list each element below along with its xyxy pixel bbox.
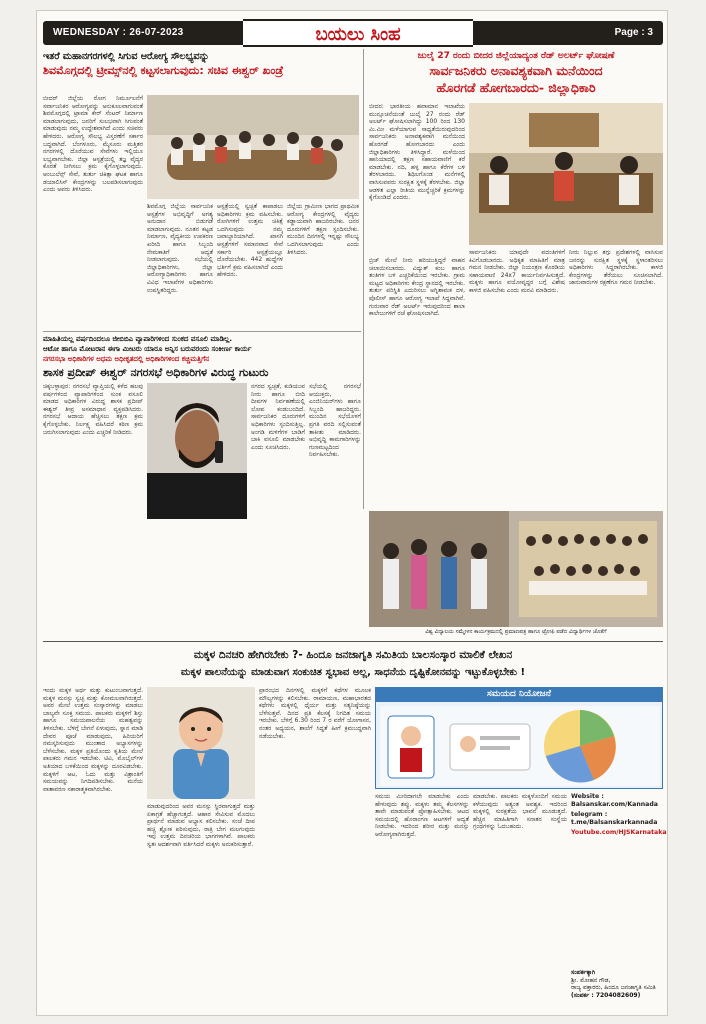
story1-column-2: ಶಿವಮೊಗ್ಗ ಜಿಲ್ಲೆಯ ಸಾರ್ವಜನಿಕ ಆಸ್ಪತ್ರೆಗಳ ಅಭಿವೃದ್ಧಿಗೆ ಅಗತ್ಯ ಅನುದಾನ ಬಿಡುಗಡೆ ಮಾಡಲಾಗುವುದು. ನೂತನ ಕಟ್ಟಡ ನಿರ್ಮಾಣ, ವೈದ್ಯಕೀಯ ಉಪಕರಣ ಖರೀದಿ ಹಾಗೂ ಸಿಬ್ಬಂದಿ ನೇಮಕಾತಿಗೆ ಆದ್ಯತೆ ನೀಡಲಾಗುವುದು. ಸಭೆಯಲ್ಲಿ ಜಿಲ್ಲಾಧಿಕಾರಿಗಳು, ಜಿಲ್ಲಾ ಆರೋಗ್ಯಾಧಿಕಾರಿಗಳು ಹಾಗೂ ವಿವಿಧ ಇಲಾಖೆಗಳ ಅಧಿಕಾರಿಗಳು ಉಪಸ್ಥಿತರಿದ್ದರು. [147, 203, 213, 294]
story1-column-1: ಬೀದರ್ ಜಿಲ್ಲೆಯ ರೋಗ ನಿರ್ಮೂಲನೆಗೆ ಸರ್ವಾಜನಿಕರ ಆರೋಗ್ಯವನ್ನು ಅನುಕೂಲವಾಗುವಂತೆ ಶಿವಮೊಗ್ಗದಲ್ಲಿ ಟ್ರಾಮಾ ಕೇರ್ ಸೆಂಟರ್ ನಿರ್ಮಾಣ ಮಾಡಲಾಗುವುದು, ಜನರಿಗೆ ಸುಲಭವಾಗಿ ಸಿಗುವಂತೆ ಮಾಡುವುದು ನಮ್ಮ ಉದ್ದೇಶವಾಗಿದೆ ಎಂದು ಸಚಿವರು ಹೇಳಿದರು. ಆರೋಗ್ಯ ಸೌಲಭ್ಯ ವಿಸ್ತರಣೆಗೆ ಸರ್ಕಾರ ಬದ್ಧವಾಗಿದೆ. ಬೆಂಗಳೂರು, ಮೈಸೂರು ಮತ್ತಿತರ ನಗರಗಳಲ್ಲಿ ದೊರೆಯುವ ಸೇವೆಗಳು ಇಲ್ಲಿಯೂ ಲಭ್ಯವಾಗಬೇಕು. ಜಿಲ್ಲಾ ಆಸ್ಪತ್ರೆಯಲ್ಲಿ ತಜ್ಞ ವೈದ್ಯರ ಕೊರತೆ ನೀಗಿಸಲು ಕ್ರಮ ಕೈಗೊಳ್ಳಲಾಗುವುದು. ಆಂಬುಲೆನ್ಸ್ ಸೇವೆ, ತುರ್ತು ಚಿಕಿತ್ಸಾ ಘಟಕ ಹಾಗೂ ಡಯಾಲಿಸಿಸ್ ಕೇಂದ್ರಗಳನ್ನು ಬಲಪಡಿಸಲಾಗುವುದು ಎಂದು ಅವರು ತಿಳಿಸಿದರು. [43, 95, 143, 194]
story3-kicker-line2: ಆಟೋ ಹಾಗೂ ಮೋಟರಾನ ಈಗಾ ಮೀಟರು ಯಾರೂ ಅನ್ನಿಸ ಬರುವರಂದು ಸಂಕೀರ್ಣ ಕಾರ್ಯ [43, 345, 252, 353]
story3-kicker-line1: ಮಾಹಿತಿಯಲ್ಲ ವರ್ಷದಿಂದಲೂ ಜೀಬಿಬಿಎ ವ್ಯಾಪಾರಿಗಳಿಂದ ಸುಂಕದ ವಸೂಲಿ ಮಾಡಿಲ್ಲ. [43, 335, 233, 343]
story2-kicker: ಜುಲೈ 27 ರಂದು ಬೀದರ ಜಿಲ್ಲೆಯಾದ್ಯಂತ ರೆಡ್ ಅಲರ್ಟ್ ಘೋಷಣೆ [417, 51, 615, 61]
page-number: Page : 3 [614, 27, 653, 38]
feature-website: Website : Balsanskar.com/Kannada [571, 793, 658, 808]
story1-column-3: ಆಸ್ಪತ್ರೆಯಲ್ಲಿ ಸ್ವಚ್ಛತೆ ಕಾಪಾಡಲು ಅಧಿಕಾರಿಗಳು ಕ್ರಮ ವಹಿಸಬೇಕು. ರೋಗಿಗಳಿಗೆ ಉತ್ತಮ ಚಿಕಿತ್ಸೆ ಒದಗಿಸುವುದು ನಮ್ಮ ಜವಾಬ್ದಾರಿಯಾಗಿದೆ. ಖಾಸಗಿ ಆಸ್ಪತ್ರೆಗಳಿಗೆ ಸಮಾನವಾದ ಸೇವೆ ಸರ್ಕಾರಿ ಆಸ್ಪತ್ರೆಯಲ್ಲೂ ದೊರೆಯಬೇಕು. 442 ಹುದ್ದೆಗಳ ಭರ್ತಿಗೆ ಕ್ರಮ ವಹಿಸಲಾಗಿದೆ ಎಂದು ಹೇಳಿದರು. [217, 203, 283, 279]
story1-kicker: ಇತರೆ ಮಹಾನಗರಗಳಲ್ಲಿ ಸಿಗುವ ಆರೋಗ್ಯ ಸೌಲಭ್ಯವನ್ನು [43, 51, 210, 62]
issue-date: WEDNESDAY : 26-07-2023 [53, 27, 184, 38]
story1-headline: ಶಿವಮೊಗ್ಗದಲ್ಲಿ ಟ್ರೀಮ್ಸ್‌ನಲ್ಲಿ ಕಟ್ಟಸಲಾಗುವುದು: ಸಚಿವ ಈಶ್ವರ್ ಖಂಡ್ರೆ [43, 64, 284, 77]
story2-column-1: ಬೀದರ: ಭಾರತೀಯ ಹವಾಮಾನ ಇಲಾಖೆಯ ಮುನ್ಸೂಚನೆಯಂತೆ ಜುಲೈ 27 ರಂದು ರೆಡ್ ಅಲರ್ಟ್ ಘೋಷಿಸಲಾಗಿದ್ದು 100 ರಿಂದ 130 ಮಿ.ಮೀ ಮಳೆಯಾಗುವ ಸಾಧ್ಯತೆಯಿರುವುದರಿಂದ ಸಾರ್ವಜನಿಕರು ಅನಾವಶ್ಯಕವಾಗಿ ಮನೆಯಿಂದ ಹೊರಗಡೆ ಹೋಗಬಾರದು ಎಂದು ಜಿಲ್ಲಾಧಿಕಾರಿಗಳು ತಿಳಿಸಿದ್ದಾರೆ. ಮಳೆಯಿಂದ ಹಾನಿಯಾದಲ್ಲಿ ತಕ್ಷಣ ಸಹಾಯವಾಣಿಗೆ ಕರೆ ಮಾಡಬೇಕು. ನದಿ, ಹಳ್ಳ ಹಾಗೂ ಕೆರೆಗಳ ಬಳಿ ತೆರಳಬಾರದು. ಶಿಥಿಲಗೊಂಡ ಮನೆಗಳಲ್ಲಿ ವಾಸಿಸುವವರು ಸುರಕ್ಷಿತ ಸ್ಥಳಕ್ಕೆ ತೆರಳಬೇಕು. ಜಿಲ್ಲಾ ಆಡಳಿತ ಎಲ್ಲಾ ರೀತಿಯ ಮುನ್ನೆಚ್ಚರಿಕೆ ಕ್ರಮಗಳನ್ನು ಕೈಗೊಂಡಿದೆ ಎಂದರು. [369, 103, 465, 202]
feature-box-illustration [380, 706, 660, 786]
feature-youtube: Youtube.com/HJSKarnataka [571, 829, 667, 836]
feature-box-title: ಸಮಯದ ನಿಯೋಜನೆ [487, 689, 551, 699]
feature-headline-line1: ಮಕ್ಕಳ ದಿನಚರಿ ಹೇಗಿರಬೇಕು ?- ಹಿಂದೂ ಜನಜಾಗೃತಿ ಸಮಿತಿಯ ಬಾಲಸಂಸ್ಕಾರ ಮಾಲಿಕೆ ಲೇಖನ [193, 649, 513, 661]
feature-column-5: ಮಾಡಬೇಕು. ಪಾಲಕರು ಮಕ್ಕಳೊಂದಿಗೆ ಸಮಯ ಕಳೆಯುವುದು ಅತ್ಯಂತ ಅವಶ್ಯಕ. ಇದರಿಂದ ಮಕ್ಕಳಲ್ಲಿ ಸುರಕ್ಷತೆಯ ಭಾವನೆ ಮೂಡುತ್ತದೆ. ಹೆಚ್ಚಿನ ಮಾಹಿತಿಗಾಗಿ ಸನಾತನ ಸಂಸ್ಥೆಯ ಗ್ರಂಥಗಳನ್ನು ಓದಬಹುದು. [473, 793, 567, 831]
feature-column-4: ಸಮಯ ಮೀರಿದಾಗಲೇ ಮಾಡಬೇಕು ಎಂದು ಹೇಳುವುದು ತಪ್ಪು. ಮಕ್ಕಳು ತಮ್ಮ ಕೆಲಸಗಳನ್ನು ತಾವೇ ಮಾಡುವಂತೆ ಪ್ರೋತ್ಸಾಹಿಸಬೇಕು. ಆಟದ ಸಮಯದಲ್ಲಿ ಹೊರಾಂಗಣ ಆಟಗಳಿಗೆ ಆದ್ಯತೆ ನೀಡಬೇಕು. ಇದರಿಂದ ಶರೀರ ಮತ್ತು ಮನಸ್ಸು ಆರೋಗ್ಯವಾಗಿರುತ್ತದೆ. [375, 793, 469, 838]
contact-block [571, 969, 663, 999]
story3-column-2: ನಗರದ ಸ್ವಚ್ಛತೆ, ಕುಡಿಯುವ ನೀರು ಹಾಗೂ ಬೀದಿ ದೀಪಗಳ ನಿರ್ವಹಣೆಯಲ್ಲಿ ಲೋಪ ಕಂಡುಬಂದಿದೆ. ಸಾರ್ವಜನಿಕರ ದೂರುಗಳಿಗೆ ಅಧಿಕಾರಿಗಳು ಸ್ಪಂದಿಸುತ್ತಿಲ್ಲ. ಅಂಗಡಿ ಮಳಿಗೆಗಳ ಬಾಡಿಗೆ ಬಾಕಿ ವಸೂಲಿ ಮಾಡಬೇಕು ಎಂದು ಸೂಚಿಸಿದರು. [251, 383, 305, 451]
story2-photo [469, 103, 663, 245]
feature-column-2: ಮಾಡುವುದರಿಂದ ಅವರ ಮನಸ್ಸು ಸ್ಥಿರವಾಗುತ್ತದೆ ಮತ್ತು ಏಕಾಗ್ರತೆ ಹೆಚ್ಚಾಗುತ್ತದೆ. ಆಹಾರ ಸೇವಿಸುವ ಮೊದಲು ಪ್ರಾರ್ಥನೆ ಮಾಡುವ ಅಭ್ಯಾಸ ಕಲಿಸಬೇಕು. ಸಂಜೆ ದೀಪ ಹಚ್ಚಿ ಶ್ಲೋಕ ಪಠಿಸುವುದು, ರಾತ್ರಿ ಬೇಗ ಮಲಗುವುದು ಇವು ಉತ್ತಮ ದಿನಚರಿಯ ಭಾಗಗಳಾಗಿವೆ. ಪಾಲಕರು ಸ್ವತಃ ಆದರ್ಶವಾಗಿ ವರ್ತಿಸಿದರೆ ಮಕ್ಕಳು ಅನುಕರಿಸುತ್ತಾರೆ. [147, 803, 255, 848]
story3-kicker-line3: ನಗರಸಭಾ ಅಧಿಕಾರಿಗಳ ಅಧಮ ಅಧೀಕೃತದಲ್ಲಿ ಅಧಿಕಾರಿಗಳಿಂದ ಕಚ್ಚಿಮತ್ತಿಗೆನ [43, 355, 210, 363]
story1-photo [147, 95, 359, 199]
newspaper-page [36, 10, 668, 1016]
section-divider [43, 641, 663, 642]
feature-telegram: telegram : t.me/Balsanskarkannada [571, 811, 658, 826]
contact-title: ಸಂಪರ್ಕಕ್ಕಾಗಿ [571, 969, 596, 976]
story1-column-4: ಜಿಲ್ಲೆಯ ಗ್ರಾಮೀಣ ಭಾಗದ ಪ್ರಾಥಮಿಕ ಆರೋಗ್ಯ ಕೇಂದ್ರಗಳಲ್ಲಿ ವೈದ್ಯರು ಕಡ್ಡಾಯವಾಗಿ ಹಾಜರಿರಬೇಕು. ಜನರ ದೂರುಗಳಿಗೆ ತಕ್ಷಣ ಸ್ಪಂದಿಸಬೇಕು. ಮುಂದಿನ ದಿನಗಳಲ್ಲಿ ಇನ್ನಷ್ಟು ಸೌಲಭ್ಯ ಒದಗಿಸಲಾಗುವುದು ಎಂದು ತಿಳಿಸಿದರು. [287, 203, 359, 256]
story3-portrait [147, 383, 247, 519]
story3-column-3: ಸಭೆಯಲ್ಲಿ ನಗರಸಭೆ ಆಯುಕ್ತರು, ಎಂಜಿನಿಯರ್‌ಗಳು ಹಾಗೂ ಸಿಬ್ಬಂದಿ ಹಾಜರಿದ್ದರು. ಮುಂದಿನ ಸಭೆಯೊಳಗೆ ಪ್ರಗತಿ ವರದಿ ಸಲ್ಲಿಸುವಂತೆ ತಾಕೀತು ಮಾಡಿದರು. ಅಭಿವೃದ್ಧಿ ಕಾಮಗಾರಿಗಳನ್ನು ಗುಣಮಟ್ಟದಿಂದ ನಿರ್ವಹಿಸಬೇಕು. [309, 383, 361, 459]
feature-info-box [375, 687, 663, 789]
story2-column-4: ನೀರು ನಿಲ್ಲುವ ತಗ್ಗು ಪ್ರದೇಶಗಳಲ್ಲಿ ವಾಸಿಸುವ ಜನರನ್ನು ಸುರಕ್ಷಿತ ಸ್ಥಳಕ್ಕೆ ಸ್ಥಳಾಂತರಿಸಲು ಅಧಿಕಾರಿಗಳು ಸಿದ್ಧರಾಗಿರಬೇಕು. ಕಾಳಜಿ ಕೇಂದ್ರಗಳನ್ನು ತೆರೆಯಲು ಸೂಚಿಸಲಾಗಿದೆ. ಜಾನುವಾರುಗಳ ರಕ್ಷಣೆಗೂ ಗಮನ ನೀಡಬೇಕು. [569, 249, 663, 287]
story2-column-3: ಸಾರ್ವಜನಿಕರು ಯಾವುದೇ ವದಂತಿಗಳಿಗೆ ಕಿವಿಗೊಡಬಾರದು. ಅಧಿಕೃತ ಮಾಹಿತಿಗೆ ಮಾತ್ರ ಗಮನ ನೀಡಬೇಕು. ಜಿಲ್ಲಾ ನಿಯಂತ್ರಣ ಕೊಠಡಿಯ ಸಹಾಯವಾಣಿ 24x7 ಕಾರ್ಯನಿರ್ವಹಿಸುತ್ತದೆ. ಮಕ್ಕಳು ಹಾಗೂ ವಯೋವೃದ್ಧರ ಬಗ್ಗೆ ವಿಶೇಷ ಕಾಳಜಿ ವಹಿಸಬೇಕು ಎಂದು ಮನವಿ ಮಾಡಿದರು. [469, 249, 565, 294]
masthead [43, 21, 663, 45]
story2-headline-line2: ಹೊರಗಡೆ ಹೋಗಬಾರದು- ಜಿಲ್ಲಾಧಿಕಾರಿ [436, 80, 596, 95]
story3-column-1: ಚಿಕ್ಕಬಳ್ಳಾಪುರ: ನಗರಸಭೆ ವ್ಯಾಪ್ತಿಯಲ್ಲಿ ಕಳೆದ ಹಲವು ವರ್ಷಗಳಿಂದ ವ್ಯಾಪಾರಿಗಳಿಂದ ಸುಂಕ ವಸೂಲಿ ಮಾಡದ ಅಧಿಕಾರಿಗಳ ವಿರುದ್ಧ ಶಾಸಕ ಪ್ರದೀಪ್ ಈಶ್ವರ್ ತೀವ್ರ ಅಸಮಾಧಾನ ವ್ಯಕ್ತಪಡಿಸಿದರು. ನಗರಸಭೆ ಆದಾಯ ಹೆಚ್ಚಿಸಲು ತಕ್ಷಣ ಕ್ರಮ ಕೈಗೊಳ್ಳಬೇಕು. ನಿರ್ಲಕ್ಷ್ಯ ವಹಿಸಿದರೆ ಕಠಿಣ ಕ್ರಮ ಜರುಗಿಸಲಾಗುವುದು ಎಂದು ಎಚ್ಚರಿಕೆ ನೀಡಿದರು. [43, 383, 143, 436]
paper-name: ಬಯಲು ಸಿಂಹ [243, 19, 473, 47]
feature-headline-line2: ಮಕ್ಕಳ ಪಾಲನೆಯನ್ನು ಮಾಡುವಾಗ ಸಂಕುಚಿತ ಸ್ವಭಾವ ಅಲ್ಲ, ಸಾಧನೆಯ ದೃಷ್ಟಿಕೋನವನ್ನು ಇಟ್ಟುಕೊಳ್ಳಬೇಕು ! [180, 667, 526, 678]
story2-column-2: ಬ್ರಿಜ್ ಮೇಲೆ ನೀರು ಹರಿಯುತ್ತಿದ್ದರೆ ವಾಹನ ಚಲಾಯಿಸಬಾರದು. ವಿದ್ಯುತ್ ಕಂಬ ಹಾಗೂ ತಂತಿಗಳ ಬಳಿ ಎಚ್ಚರಿಕೆಯಿಂದ ಇರಬೇಕು. ಗ್ರಾಮ ಮಟ್ಟದ ಅಧಿಕಾರಿಗಳು ಕೇಂದ್ರ ಸ್ಥಾನದಲ್ಲಿ ಇರಬೇಕು. ತುರ್ತು ಪರಿಸ್ಥಿತಿ ಎದುರಿಸಲು ಅಗ್ನಿಶಾಮಕ ದಳ, ಪೊಲೀಸ್ ಹಾಗೂ ಆರೋಗ್ಯ ಇಲಾಖೆ ಸಿದ್ಧವಾಗಿವೆ. ಗುರುವಾರ ರೆಡ್ ಅಲರ್ಟ್ ಇರುವುದರಿಂದ ಶಾಲಾ ಕಾಲೇಜುಗಳಿಗೆ ರಜೆ ಘೋಷಿಸಲಾಗಿದೆ. [369, 257, 465, 318]
story-divider [43, 331, 361, 332]
feature-child-photo [147, 687, 255, 799]
story2-headline-line1: ಸಾರ್ವಜನಿಕರು ಅನಾವಶ್ಯಕವಾಗಿ ಮನೆಯಿಂದ [429, 63, 603, 78]
feature-column-1: ಇಂದು ಮಕ್ಕಳ ಅರ್ಥ ಮತ್ತು ಕುಟುಂಬವಾಗುತ್ತದೆ. ಮಕ್ಕಳ ಮನಸ್ಸು ಸ್ವಚ್ಛ ಮತ್ತು ಕೋಮಲವಾಗಿರುತ್ತದೆ. ಅವರ ಮೇಲೆ ಉತ್ತಮ ಸಂಸ್ಕಾರಗಳನ್ನು ಮಾಡಲು ಬಾಲ್ಯವೇ ಸೂಕ್ತ ಸಮಯ. ಪಾಲಕರು ಮಕ್ಕಳಿಗೆ ಶಿಸ್ತು ಹಾಗೂ ಸಮಯಪಾಲನೆಯ ಮಹತ್ವವನ್ನು ತಿಳಿಸಬೇಕು. ಬೆಳಿಗ್ಗೆ ಬೇಗನೆ ಏಳುವುದು, ಸ್ನಾನ ಮಾಡಿ ದೇವರ ಪೂಜೆ ಮಾಡುವುದು, ಹಿರಿಯರಿಗೆ ನಮಸ್ಕರಿಸುವುದು ಮುಂತಾದ ಅಭ್ಯಾಸಗಳನ್ನು ಬೆಳೆಸಬೇಕು. ಮಕ್ಕಳ ಪ್ರತಿಯೊಂದು ಕೃತಿಯ ಮೇಲೆ ಪಾಲಕರು ಗಮನ ಇಡಬೇಕು. ಟಿವಿ, ಮೊಬೈಲ್‌ಗಳ ಅತಿಯಾದ ಬಳಕೆಯಿಂದ ಮಕ್ಕಳನ್ನು ದೂರವಿಡಬೇಕು. ಮಕ್ಕಳಿಗೆ ಆಟ, ಓದು ಮತ್ತು ವಿಶ್ರಾಂತಿಗೆ ಸಮಯವನ್ನು ನಿಗದಿಪಡಿಸಬೇಕು. ಮನೆಯ ವಾತಾವರಣ ಸಕಾರಾತ್ಮಕವಾಗಿರಬೇಕು. [43, 687, 143, 793]
contact-phone: (ಸಂಪರ್ಕ : 7204082609) [571, 991, 641, 999]
contact-name: ಶ್ರೀ. ಮೋಹನ ಗೌಡ, [571, 976, 611, 984]
feature-column-3: ಪ್ರಾರಂಭದ ದಿನಗಳಲ್ಲಿ ಮಕ್ಕಳಿಗೆ ಕಥೆಗಳ ಮೂಲಕ ಮೌಲ್ಯಗಳನ್ನು ಕಲಿಸಬೇಕು. ರಾಮಾಯಣ, ಮಹಾಭಾರತದ ಕಥೆಗಳು ಮಕ್ಕಳಲ್ಲಿ ಧೈರ್ಯ ಮತ್ತು ಸತ್ಯನಿಷ್ಠೆಯನ್ನು ಬೆಳೆಸುತ್ತವೆ. ದಿನದ ಪ್ರತಿ ಕೆಲಸಕ್ಕೆ ನಿಗದಿತ ಸಮಯ ಇರಬೇಕು. ಬೆಳಿಗ್ಗೆ 6.30 ರಿಂದ 7 ರ ವರೆಗೆ ಯೋಗಾಸನ, ನಂತರ ಅಧ್ಯಯನ, ಶಾಲೆಗೆ ಸಿದ್ಧತೆ ಹೀಗೆ ಕ್ರಮಬದ್ಧವಾಗಿ ನಡೆಯಬೇಕು. [259, 687, 371, 740]
story4-photo-caption: ವಿಶ್ವ ವಿದ್ಯಾಲಯ ಸಮ್ಮೇಳನ ಕಾರ್ಯಕ್ರಮದಲ್ಲಿ ಪ್ರಮಾಣಪತ್ರ ಹಾಗೂ ಟ್ರೋಫಿ ಪಡೆದ ವಿದ್ಯಾರ್ಥಿಗಳ ಜೊತೆಗೆ [425, 629, 607, 635]
column-divider [363, 49, 364, 509]
contact-org: ರಾಜ್ಯ ವಕ್ತಾರರು, ಹಿಂದೂ ಜನಜಾಗೃತಿ ಸಮಿತಿ [571, 984, 656, 992]
story4-photo [369, 511, 663, 627]
story3-headline: ಶಾಸಕ ಪ್ರದೀಪ್ ಈಶ್ವರ್ ನಗರಸಭೆ ಅಧಿಕಾರಿಗಳ ವಿರುದ್ಧ ಗುಟುರು [43, 366, 269, 379]
